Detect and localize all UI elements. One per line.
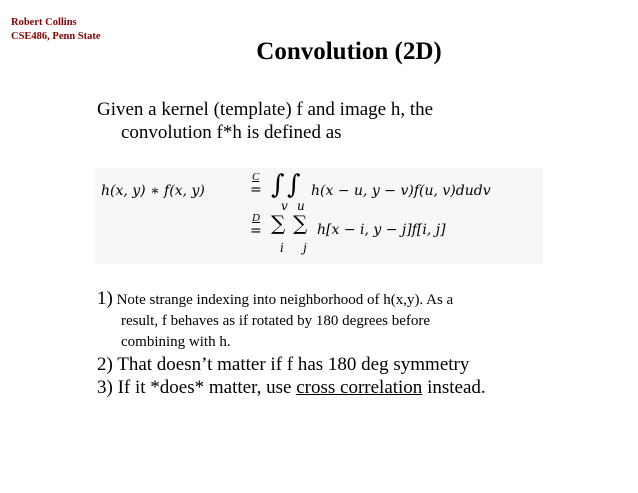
continuous-rhs: h(x − u, y − v)f(u, v)dudv	[311, 183, 491, 199]
discrete-label: D	[252, 212, 260, 224]
note-2: 2) That doesn’t matter if f has 180 deg symmetry	[97, 354, 470, 375]
equation-lhs: h(x, y) ∗ f(x, y)	[101, 183, 205, 199]
note-3	[97, 376, 577, 399]
note-3-suffix: instead.	[422, 377, 486, 398]
intro-line-1: Given a kernel (template) f and image h, the	[97, 99, 434, 120]
sum-sub-i: i	[280, 241, 284, 255]
sum-sign-2: ∑	[293, 211, 308, 235]
integral-sub-v: v	[281, 199, 288, 213]
author-name: Robert Collins	[11, 17, 77, 28]
note-1-line-1: Note strange indexing into neighborhood of h(x,y). As a	[112, 292, 454, 308]
integral-sub-u: u	[297, 199, 305, 213]
note-1-line-3: combining with h.	[121, 334, 231, 350]
note-1-number: 1)	[97, 288, 113, 309]
cross-correlation-link[interactable]: cross correlation	[296, 377, 423, 398]
slide-title: Convolution (2D)	[256, 38, 442, 65]
intro-line-2: convolution f*h is defined as	[121, 122, 342, 143]
discrete-rhs: h[x − i, y − j]f[i, j]	[317, 222, 446, 238]
sum-sub-j: j	[303, 241, 307, 255]
convolution-equation	[95, 168, 543, 264]
sum-sign-1: ∑	[271, 211, 286, 235]
note-1	[97, 288, 577, 311]
notes-list	[97, 288, 577, 399]
integral-sign-2: ∫	[287, 170, 301, 200]
equals-sign-discrete: =	[250, 223, 262, 239]
intro-text	[97, 98, 537, 144]
course-label: CSE486, Penn State	[11, 31, 101, 42]
equals-sign-continuous: =	[250, 182, 262, 198]
note-3-prefix: 3) If it *does* matter, use	[97, 377, 297, 398]
integral-sign-1: ∫	[271, 170, 285, 200]
continuous-label: C	[252, 171, 260, 183]
note-1-line-2: result, f behaves as if rotated by 180 degrees before	[121, 313, 431, 329]
